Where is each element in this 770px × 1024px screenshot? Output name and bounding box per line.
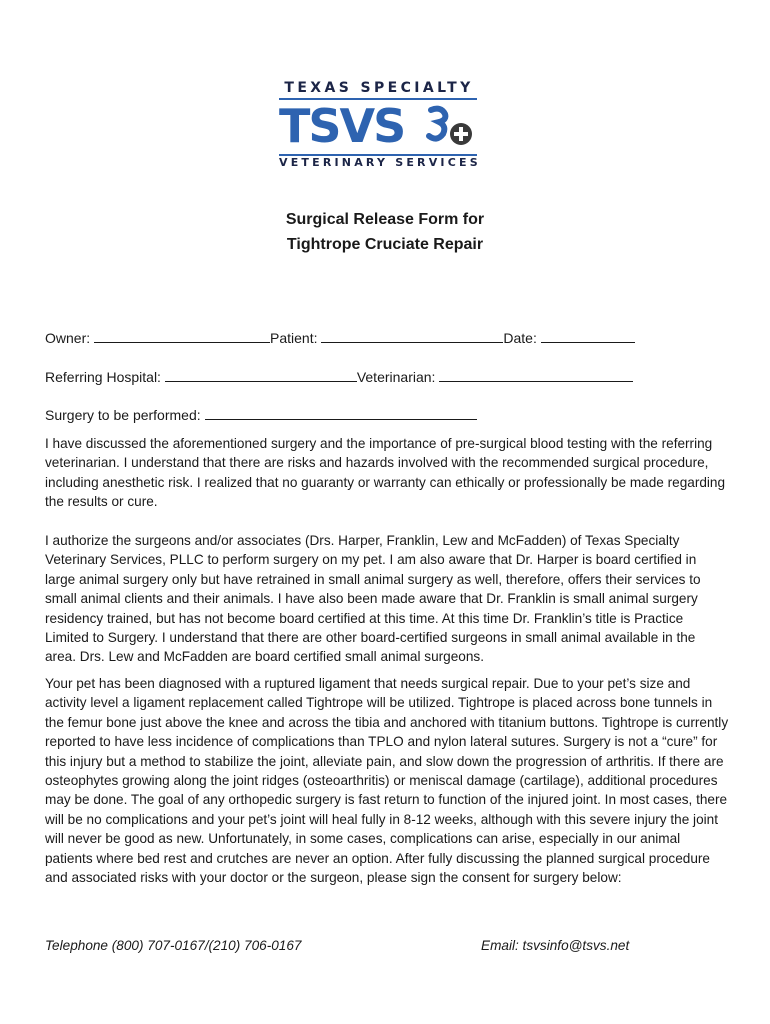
company-logo [279,80,479,170]
paragraph-procedure-description: Your pet has been diagnosed with a ruptured ligament that needs surgical repair. Due to your pet’s size and activity level a ligament replacement called Tightrope will be utilized. Tightrope is placed across bone tunnels in the femur bone just above the knee and across the tibia and anchored with titanium buttons. Tightrope is currently reported to have less incidence of complications than TPLO and nylon lateral sutures. Surgery is not a “cure” for this injury but a method to stabilize the joint, alleviate pain, and slow down the progression of arthritis. If there are osteophytes growing along the joint ridges (osteoarthritis) or meniscal damage (cartilage), additional procedures may be done. The goal of any orthopedic surgery is fast return to function of the injured joint. In most cases, there will be no complications and your pet’s joint will heal fully in 8-12 weeks, although with this severe injury the joint will never be good as new. Unfortunately, in some cases, complications can arise, especially in our animal patients where bed rest and crutches are never an option. After fully discussing the planned surgical procedure and associated risks with your doctor or the surgeon, please sign the consent for surgery below: [45,676,729,886]
paragraph-surgeon-authorization: I authorize the surgeons and/or associates (Drs. Harper, Franklin, Lew and McFadden) of Texas Specialty Veterinary Services, PLLC to perform surgery on my pet. I am also aware that Dr. Harper is board certified in large animal surgery only but have retrained in small animal surgery as well, therefore, offers their services to small animal clients and their animals. I have also been made aware that Dr. Franklin is small animal surgery residency trained, but has not become board certified at this time. At this time Dr. Franklin’s title is Practice Limited to Surgery. I understand that there are other board-certified surgeons in small animal available in the area. Drs. Lew and McFadden are board certified small animal surgeons. [45,533,701,665]
date-field[interactable] [541,329,635,343]
footer-telephone: Telephone (800) 707-0167/(210) 706-0167 [45,938,302,953]
veterinarian-field[interactable] [439,368,633,382]
footer-email: Email: tsvsinfo@tsvs.net [481,938,630,953]
form-title-line1: Surgical Release Form for [285,211,485,228]
surgery-row [45,406,477,424]
owner-field[interactable] [94,329,270,343]
patient-field[interactable] [321,329,503,343]
patient-label: Patient: [270,330,318,346]
referring-hospital-label: Referring Hospital: [45,369,161,385]
veterinarian-label: Veterinarian: [356,369,436,385]
logo-bottom-text: VETERINARY SERVICES [279,156,481,169]
referring-hospital-field[interactable] [165,368,357,382]
form-title-line2: Tightrope Cruciate Repair [286,236,484,253]
surgery-label: Surgery to be performed: [45,407,201,423]
veterinary-cross-icon [425,104,477,150]
surgery-field[interactable] [205,406,477,420]
logo-top-text: TEXAS SPECIALTY [284,80,474,96]
paragraph-risk-acknowledgement: I have discussed the aforementioned surgery and the importance of pre-surgical blood testing with the referring veterinarian. I understand that there are risks and hazards involved with the recommended surgical procedure, including anesthetic risk. I realized that no guaranty or warranty can ethically or professionally be made regarding the results or cure. [45,436,726,510]
owner-patient-date-row [45,329,635,347]
hospital-veterinarian-row [45,368,633,386]
date-label: Date: [503,330,537,346]
form-title [0,207,770,257]
logo-main-text: TSVS [279,99,405,153]
owner-label: Owner: [45,330,91,346]
